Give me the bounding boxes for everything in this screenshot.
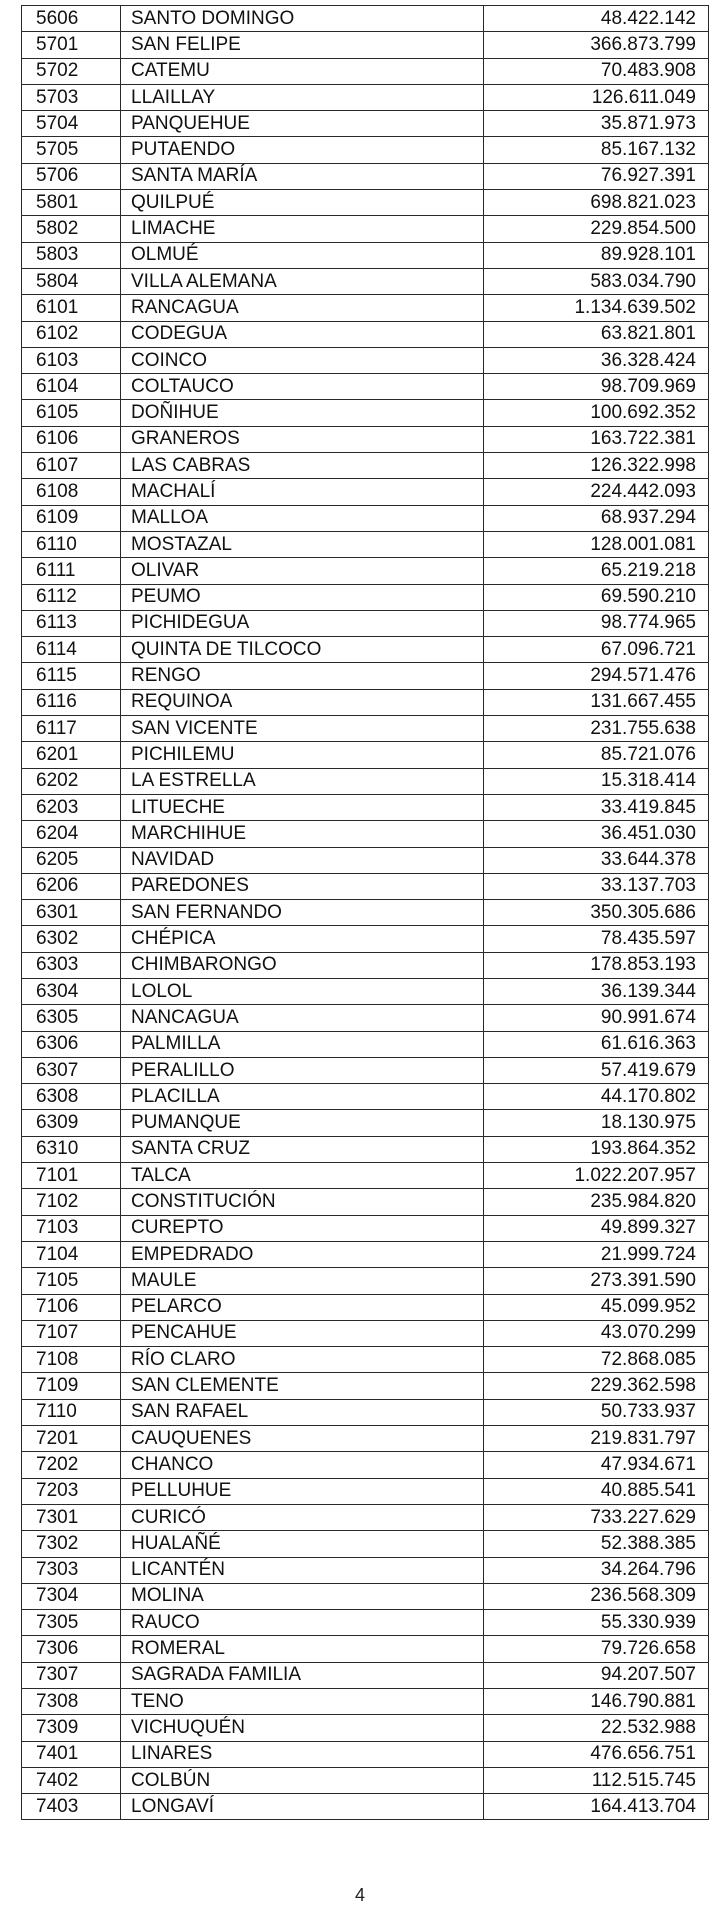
table-row [22, 374, 709, 400]
table-row [22, 873, 709, 899]
commune-code-cell: 6109 [22, 505, 121, 531]
commune-code-cell: 5705 [22, 137, 121, 163]
commune-name-cell: CHANCO [121, 1452, 484, 1478]
table-row [22, 1057, 709, 1083]
table-row [22, 1241, 709, 1267]
commune-code-cell: 7304 [22, 1583, 121, 1609]
commune-name-cell: LAS CABRAS [121, 453, 484, 479]
commune-name-cell: DOÑIHUE [121, 400, 484, 426]
amount-cell: 235.984.820 [484, 1189, 709, 1215]
commune-name-cell: COINCO [121, 347, 484, 373]
commune-code-cell: 6301 [22, 900, 121, 926]
commune-code-cell: 6307 [22, 1057, 121, 1083]
amount-cell: 476.656.751 [484, 1741, 709, 1767]
commune-code-cell: 7302 [22, 1531, 121, 1557]
table-row [22, 1189, 709, 1215]
commune-name-cell: LOLOL [121, 978, 484, 1004]
table-row [22, 1031, 709, 1057]
commune-code-cell: 6102 [22, 321, 121, 347]
table-row [22, 610, 709, 636]
amount-cell: 98.709.969 [484, 374, 709, 400]
table-row [22, 242, 709, 268]
table-row [22, 400, 709, 426]
amount-cell: 89.928.101 [484, 242, 709, 268]
table-row [22, 742, 709, 768]
amount-cell: 36.328.424 [484, 347, 709, 373]
commune-name-cell: COLBÚN [121, 1767, 484, 1793]
commune-name-cell: MOSTAZAL [121, 531, 484, 557]
amount-cell: 67.096.721 [484, 637, 709, 663]
commune-name-cell: SANTA CRUZ [121, 1136, 484, 1162]
table-row [22, 1320, 709, 1346]
commune-code-cell: 6107 [22, 453, 121, 479]
amount-cell: 193.864.352 [484, 1136, 709, 1162]
commune-name-cell: PANQUEHUE [121, 111, 484, 137]
commune-name-cell: ROMERAL [121, 1636, 484, 1662]
amount-cell: 44.170.802 [484, 1084, 709, 1110]
table-row [22, 926, 709, 952]
table-body [22, 6, 709, 1820]
commune-name-cell: PUMANQUE [121, 1110, 484, 1136]
table-row [22, 1005, 709, 1031]
table-row [22, 689, 709, 715]
commune-name-cell: PICHILEMU [121, 742, 484, 768]
table-row [22, 479, 709, 505]
commune-code-cell: 5801 [22, 190, 121, 216]
amount-cell: 229.854.500 [484, 216, 709, 242]
amount-cell: 45.099.952 [484, 1294, 709, 1320]
amount-cell: 36.451.030 [484, 821, 709, 847]
commune-code-cell: 7308 [22, 1689, 121, 1715]
table-row [22, 163, 709, 189]
amount-cell: 49.899.327 [484, 1215, 709, 1241]
commune-code-cell: 6108 [22, 479, 121, 505]
amount-cell: 78.435.597 [484, 926, 709, 952]
commune-code-cell: 7303 [22, 1557, 121, 1583]
commune-code-cell: 5803 [22, 242, 121, 268]
commune-code-cell: 5706 [22, 163, 121, 189]
commune-code-cell: 7103 [22, 1215, 121, 1241]
commune-name-cell: PAREDONES [121, 873, 484, 899]
commune-name-cell: PALMILLA [121, 1031, 484, 1057]
amount-cell: 76.927.391 [484, 163, 709, 189]
table-row [22, 505, 709, 531]
commune-name-cell: MACHALÍ [121, 479, 484, 505]
commune-name-cell: MOLINA [121, 1583, 484, 1609]
amount-cell: 85.167.132 [484, 137, 709, 163]
page-number: 4 [354, 1885, 365, 1905]
commune-code-cell: 7109 [22, 1373, 121, 1399]
amount-cell: 146.790.881 [484, 1689, 709, 1715]
table-row [22, 794, 709, 820]
commune-code-cell: 6116 [22, 689, 121, 715]
table-row [22, 1399, 709, 1425]
commune-name-cell: SANTO DOMINGO [121, 6, 484, 32]
commune-name-cell: RENGO [121, 663, 484, 689]
commune-code-cell: 7403 [22, 1794, 121, 1820]
commune-name-cell: SAN RAFAEL [121, 1399, 484, 1425]
table-row [22, 268, 709, 294]
amount-cell: 698.821.023 [484, 190, 709, 216]
commune-name-cell: SAN FELIPE [121, 32, 484, 58]
commune-name-cell: PEUMO [121, 584, 484, 610]
commune-name-cell: LONGAVÍ [121, 1794, 484, 1820]
amount-cell: 126.611.049 [484, 84, 709, 110]
amount-cell: 70.483.908 [484, 58, 709, 84]
commune-code-cell: 7110 [22, 1399, 121, 1425]
table-row [22, 1084, 709, 1110]
amount-cell: 33.137.703 [484, 873, 709, 899]
commune-name-cell: SANTA MARÍA [121, 163, 484, 189]
commune-code-cell: 6103 [22, 347, 121, 373]
commune-name-cell: LINARES [121, 1741, 484, 1767]
commune-name-cell: SAN FERNANDO [121, 900, 484, 926]
table-row [22, 1636, 709, 1662]
commune-code-cell: 7104 [22, 1241, 121, 1267]
table-row [22, 584, 709, 610]
amount-cell: 100.692.352 [484, 400, 709, 426]
commune-name-cell: CAUQUENES [121, 1426, 484, 1452]
commune-code-cell: 7202 [22, 1452, 121, 1478]
amount-cell: 40.885.541 [484, 1478, 709, 1504]
commune-name-cell: SAN VICENTE [121, 716, 484, 742]
commune-name-cell: NAVIDAD [121, 847, 484, 873]
amount-cell: 18.130.975 [484, 1110, 709, 1136]
commune-code-cell: 6201 [22, 742, 121, 768]
table-row [22, 1583, 709, 1609]
commune-name-cell: PERALILLO [121, 1057, 484, 1083]
commune-code-cell: 6104 [22, 374, 121, 400]
table-row [22, 1136, 709, 1162]
commune-code-cell: 5802 [22, 216, 121, 242]
table-row [22, 1426, 709, 1452]
table-row [22, 1504, 709, 1530]
table-row [22, 1689, 709, 1715]
table-row [22, 531, 709, 557]
commune-name-cell: GRANEROS [121, 426, 484, 452]
commune-name-cell: REQUINOA [121, 689, 484, 715]
amount-cell: 69.590.210 [484, 584, 709, 610]
table-row [22, 978, 709, 1004]
table-row [22, 1294, 709, 1320]
amount-cell: 112.515.745 [484, 1767, 709, 1793]
table-row [22, 216, 709, 242]
commune-name-cell: MARCHIHUE [121, 821, 484, 847]
amount-cell: 231.755.638 [484, 716, 709, 742]
amount-cell: 15.318.414 [484, 768, 709, 794]
commune-name-cell: RAUCO [121, 1610, 484, 1636]
commune-name-cell: LICANTÉN [121, 1557, 484, 1583]
commune-name-cell: PELARCO [121, 1294, 484, 1320]
amount-cell: 366.873.799 [484, 32, 709, 58]
table-row [22, 453, 709, 479]
commune-code-cell: 7108 [22, 1347, 121, 1373]
amount-cell: 1.022.207.957 [484, 1163, 709, 1189]
amount-cell: 350.305.686 [484, 900, 709, 926]
commune-name-cell: LIMACHE [121, 216, 484, 242]
commune-name-cell: HUALAÑÉ [121, 1531, 484, 1557]
commune-code-cell: 6309 [22, 1110, 121, 1136]
commune-name-cell: CONSTITUCIÓN [121, 1189, 484, 1215]
amount-cell: 21.999.724 [484, 1241, 709, 1267]
commune-name-cell: CUREPTO [121, 1215, 484, 1241]
commune-code-cell: 7301 [22, 1504, 121, 1530]
table-row [22, 1610, 709, 1636]
table-row [22, 84, 709, 110]
table-row [22, 1215, 709, 1241]
commune-code-cell: 7307 [22, 1662, 121, 1688]
table-row [22, 1478, 709, 1504]
amount-cell: 294.571.476 [484, 663, 709, 689]
table-row [22, 663, 709, 689]
commune-name-cell: LA ESTRELLA [121, 768, 484, 794]
amount-cell: 36.139.344 [484, 978, 709, 1004]
commune-code-cell: 6304 [22, 978, 121, 1004]
commune-code-cell: 7402 [22, 1767, 121, 1793]
commune-code-cell: 6205 [22, 847, 121, 873]
amount-cell: 229.362.598 [484, 1373, 709, 1399]
commune-code-cell: 7309 [22, 1715, 121, 1741]
commune-name-cell: CATEMU [121, 58, 484, 84]
table-row [22, 190, 709, 216]
amount-cell: 48.422.142 [484, 6, 709, 32]
amount-cell: 63.821.801 [484, 321, 709, 347]
table-row [22, 847, 709, 873]
table-row [22, 768, 709, 794]
commune-code-cell: 6111 [22, 558, 121, 584]
table-row [22, 6, 709, 32]
table-row [22, 1557, 709, 1583]
amount-cell: 98.774.965 [484, 610, 709, 636]
commune-code-cell: 6204 [22, 821, 121, 847]
commune-code-cell: 5804 [22, 268, 121, 294]
commune-code-cell: 5704 [22, 111, 121, 137]
commune-name-cell: TALCA [121, 1163, 484, 1189]
commune-code-cell: 7107 [22, 1320, 121, 1346]
commune-name-cell: PELLUHUE [121, 1478, 484, 1504]
amount-cell: 94.207.507 [484, 1662, 709, 1688]
commune-code-cell: 6106 [22, 426, 121, 452]
commune-name-cell: RÍO CLARO [121, 1347, 484, 1373]
table-row [22, 1741, 709, 1767]
commune-name-cell: SAN CLEMENTE [121, 1373, 484, 1399]
commune-code-cell: 6308 [22, 1084, 121, 1110]
amount-cell: 583.034.790 [484, 268, 709, 294]
table-row [22, 137, 709, 163]
commune-code-cell: 7201 [22, 1426, 121, 1452]
amount-cell: 163.722.381 [484, 426, 709, 452]
commune-name-cell: TENO [121, 1689, 484, 1715]
commune-name-cell: VILLA ALEMANA [121, 268, 484, 294]
commune-code-cell: 6306 [22, 1031, 121, 1057]
table-row [22, 426, 709, 452]
amount-cell: 178.853.193 [484, 952, 709, 978]
amount-cell: 72.868.085 [484, 1347, 709, 1373]
amount-cell: 131.667.455 [484, 689, 709, 715]
table-row [22, 58, 709, 84]
commune-code-cell: 5701 [22, 32, 121, 58]
amount-cell: 236.568.309 [484, 1583, 709, 1609]
commune-name-cell: NANCAGUA [121, 1005, 484, 1031]
table-row [22, 1452, 709, 1478]
commune-name-cell: CURICÓ [121, 1504, 484, 1530]
amount-cell: 35.871.973 [484, 111, 709, 137]
table-row [22, 1794, 709, 1820]
commune-name-cell: PUTAENDO [121, 137, 484, 163]
amount-cell: 164.413.704 [484, 1794, 709, 1820]
amount-cell: 52.388.385 [484, 1531, 709, 1557]
amount-cell: 55.330.939 [484, 1610, 709, 1636]
amount-cell: 219.831.797 [484, 1426, 709, 1452]
amount-cell: 22.532.988 [484, 1715, 709, 1741]
commune-code-cell: 6101 [22, 295, 121, 321]
commune-code-cell: 6203 [22, 794, 121, 820]
amount-cell: 68.937.294 [484, 505, 709, 531]
commune-code-cell: 6115 [22, 663, 121, 689]
table-row [22, 111, 709, 137]
amount-cell: 61.616.363 [484, 1031, 709, 1057]
commune-code-cell: 7106 [22, 1294, 121, 1320]
commune-code-cell: 5606 [22, 6, 121, 32]
commune-amount-table [21, 5, 709, 1820]
commune-code-cell: 6113 [22, 610, 121, 636]
commune-code-cell: 6206 [22, 873, 121, 899]
amount-cell: 90.991.674 [484, 1005, 709, 1031]
commune-code-cell: 6305 [22, 1005, 121, 1031]
commune-code-cell: 6114 [22, 637, 121, 663]
commune-name-cell: VICHUQUÉN [121, 1715, 484, 1741]
commune-code-cell: 7102 [22, 1189, 121, 1215]
commune-code-cell: 6303 [22, 952, 121, 978]
amount-cell: 57.419.679 [484, 1057, 709, 1083]
commune-name-cell: QUINTA DE TILCOCO [121, 637, 484, 663]
commune-name-cell: RANCAGUA [121, 295, 484, 321]
commune-name-cell: EMPEDRADO [121, 1241, 484, 1267]
amount-cell: 733.227.629 [484, 1504, 709, 1530]
commune-code-cell: 7105 [22, 1268, 121, 1294]
table-row [22, 1347, 709, 1373]
table-row [22, 637, 709, 663]
commune-name-cell: CODEGUA [121, 321, 484, 347]
commune-code-cell: 7203 [22, 1478, 121, 1504]
table-row [22, 1163, 709, 1189]
table-row [22, 952, 709, 978]
commune-name-cell: MAULE [121, 1268, 484, 1294]
table-row [22, 1767, 709, 1793]
table-row [22, 900, 709, 926]
table-row [22, 1373, 709, 1399]
amount-cell: 85.721.076 [484, 742, 709, 768]
table-row [22, 1110, 709, 1136]
commune-name-cell: MALLOA [121, 505, 484, 531]
commune-code-cell: 7306 [22, 1636, 121, 1662]
amount-cell: 50.733.937 [484, 1399, 709, 1425]
commune-code-cell: 7101 [22, 1163, 121, 1189]
amount-cell: 33.644.378 [484, 847, 709, 873]
commune-code-cell: 6117 [22, 716, 121, 742]
commune-name-cell: SAGRADA FAMILIA [121, 1662, 484, 1688]
amount-cell: 224.442.093 [484, 479, 709, 505]
commune-name-cell: CHIMBARONGO [121, 952, 484, 978]
commune-name-cell: LLAILLAY [121, 84, 484, 110]
commune-name-cell: COLTAUCO [121, 374, 484, 400]
table-row [22, 716, 709, 742]
amount-cell: 43.070.299 [484, 1320, 709, 1346]
table-row [22, 32, 709, 58]
table-row [22, 295, 709, 321]
amount-cell: 126.322.998 [484, 453, 709, 479]
table-row [22, 1268, 709, 1294]
commune-name-cell: PLACILLA [121, 1084, 484, 1110]
commune-code-cell: 6110 [22, 531, 121, 557]
commune-name-cell: OLIVAR [121, 558, 484, 584]
commune-code-cell: 6105 [22, 400, 121, 426]
amount-cell: 33.419.845 [484, 794, 709, 820]
amount-cell: 47.934.671 [484, 1452, 709, 1478]
commune-code-cell: 7305 [22, 1610, 121, 1636]
table-row [22, 821, 709, 847]
amount-cell: 273.391.590 [484, 1268, 709, 1294]
amount-cell: 128.001.081 [484, 531, 709, 557]
commune-code-cell: 6112 [22, 584, 121, 610]
amount-cell: 65.219.218 [484, 558, 709, 584]
commune-name-cell: OLMUÉ [121, 242, 484, 268]
commune-name-cell: LITUECHE [121, 794, 484, 820]
commune-code-cell: 7401 [22, 1741, 121, 1767]
amount-cell: 34.264.796 [484, 1557, 709, 1583]
table-row [22, 1662, 709, 1688]
commune-name-cell: QUILPUÉ [121, 190, 484, 216]
commune-code-cell: 6302 [22, 926, 121, 952]
table-row [22, 347, 709, 373]
commune-name-cell: CHÉPICA [121, 926, 484, 952]
commune-code-cell: 5702 [22, 58, 121, 84]
table-row [22, 321, 709, 347]
table-row [22, 1715, 709, 1741]
commune-code-cell: 6202 [22, 768, 121, 794]
table-row [22, 1531, 709, 1557]
table-row [22, 558, 709, 584]
amount-cell: 79.726.658 [484, 1636, 709, 1662]
commune-name-cell: PICHIDEGUA [121, 610, 484, 636]
commune-code-cell: 5703 [22, 84, 121, 110]
commune-name-cell: PENCAHUE [121, 1320, 484, 1346]
commune-code-cell: 6310 [22, 1136, 121, 1162]
amount-cell: 1.134.639.502 [484, 295, 709, 321]
